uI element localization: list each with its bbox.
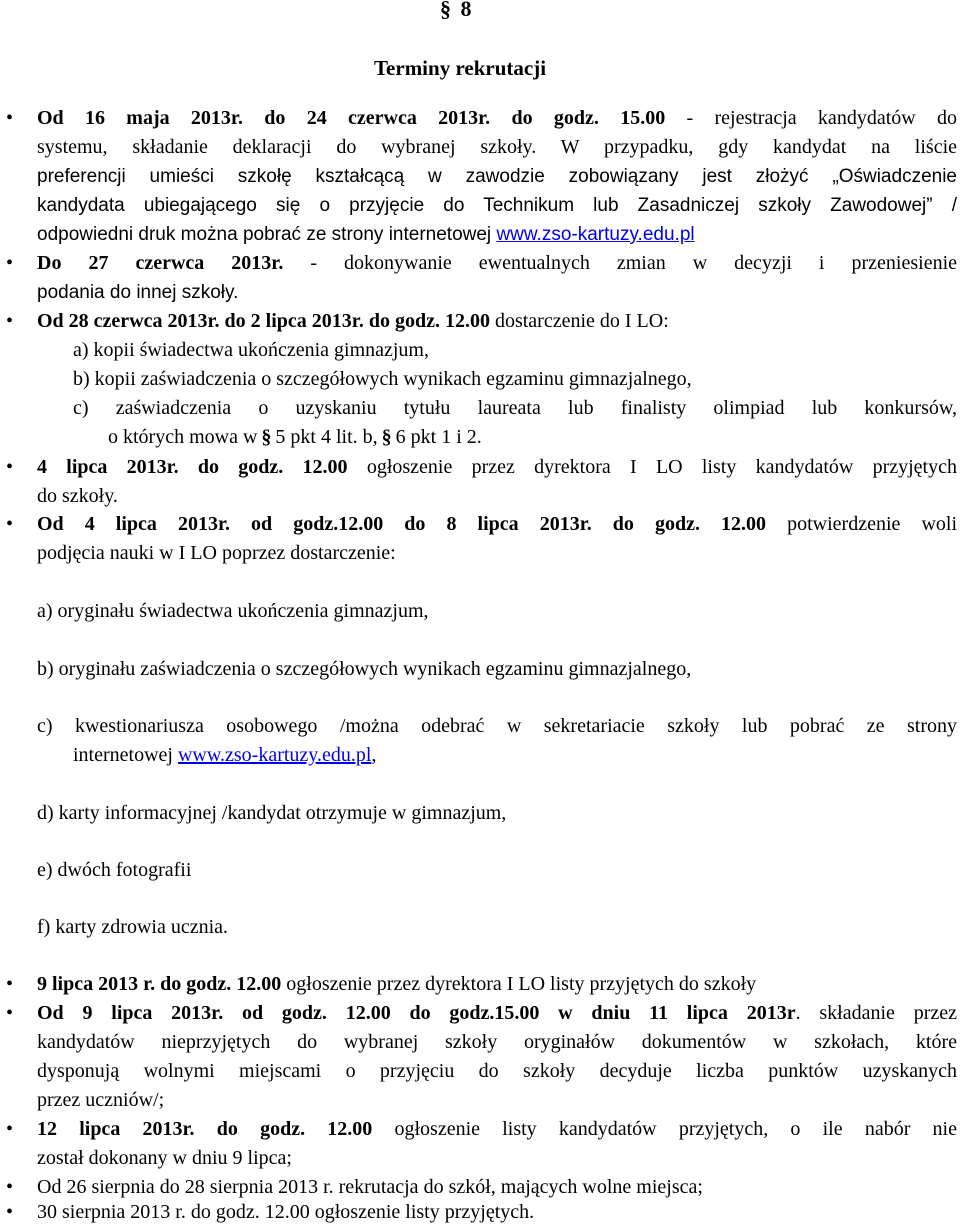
item-text: . składanie przez (795, 1002, 957, 1024)
item-text: internetowej (73, 744, 178, 766)
item-text: - dokonywanie ewentualnych zmian w decyzji i przeniesienie (283, 252, 957, 274)
item-text: o których mowa w (108, 426, 258, 448)
item-text: ogłoszenie listy kandydatów przyjętych, o ile nabór nie (372, 1118, 957, 1140)
list-item (37, 1115, 957, 1144)
item-text: 30 sierpnia 2013 r. do godz. 12.00 ogłoszenie listy przyjętych. (37, 1201, 535, 1223)
item-text: Od 26 sierpnia do 28 sierpnia 2013 r. rekrutacja do szkół, mających wolne miejsca; (37, 1176, 703, 1198)
website-link[interactable]: www.zso-kartuzy.edu.pl (177, 744, 372, 766)
list-item (37, 970, 957, 999)
item-text: dostarczenie do I LO: (489, 310, 669, 332)
item-text: systemu, składanie deklaracji do wybranej szkoły. W przypadku, gdy kandydat na liście (37, 136, 957, 158)
item-text: , (371, 744, 377, 766)
date-range: Od 9 lipca 2013r. od godz. 12.00 do godz.15.00 w dniu 11 lipca 2013r (37, 1002, 796, 1024)
item-text: kandydata ubiegającego się o przyjęcie do Technikum lub Zasadniczej szkoły Zawodowej” / (37, 195, 957, 216)
sub-item: c) kwestionariusza osobowego /można odebrać w sekretariacie szkoły lub pobrać ze strony (37, 715, 957, 737)
sub-item: b) oryginału zaświadczenia o szczegółowych wynikach egzaminu gimnazjalnego, (37, 658, 692, 680)
item-text (37, 220, 695, 249)
list-item (37, 510, 957, 539)
item-text: dysponują wolnymi miejscami o przyjęciu do szkoły decyduje liczba punktów uzyskanych (37, 1060, 957, 1082)
item-text: kandydatów nieprzyjętych do wybranej szkoły oryginałów dokumentów w szkołach, które (37, 1031, 957, 1053)
item-text: 5 pkt 4 lit. b, (275, 426, 378, 448)
item-text: - rejestracja kandydatów do (665, 107, 957, 129)
date-range: Od 4 lipca 2013r. od godz.12.00 do 8 lipca 2013r. do godz. 12.00 (37, 513, 767, 535)
date-range: Do 27 czerwca 2013r. (37, 252, 284, 274)
date-range: 4 lipca 2013r. do godz. 12.00 (37, 456, 348, 478)
date-range: Od 28 czerwca 2013r. do 2 lipca 2013r. do godz. 12.00 (37, 310, 490, 332)
website-link[interactable]: www.zso-kartuzy.edu.pl (496, 224, 695, 245)
sub-item: d) karty informacyjnej /kandydat otrzymuje w gimnazjum, (37, 802, 507, 824)
sub-item: e) dwóch fotografii (37, 859, 192, 881)
page-title: Terminy rekrutacji (373, 56, 547, 80)
item-text: preferencji umieści szkołę kształcącą w zawodzie zobowiązany jest złożyć „Oświadczenie (37, 166, 957, 187)
date-range: 12 lipca 2013r. do godz. 12.00 (37, 1118, 373, 1140)
item-text: podania do innej szkoły. (37, 282, 239, 303)
item-text: przez uczniów/; (37, 1089, 165, 1111)
section-symbol: § (381, 426, 392, 448)
item-text: ogłoszenie przez dyrektora I LO listy przyjętych do szkoły (281, 973, 757, 995)
date-range: 9 lipca 2013 r. do godz. 12.00 (37, 973, 282, 995)
item-text: odpowiedni druk można pobrać ze strony internetowej (37, 224, 497, 245)
list-item (37, 453, 957, 482)
date-range: Od 16 maja 2013r. do 24 czerwca 2013r. do godz. 15.00 (37, 107, 666, 129)
sub-item: f) karty zdrowia ucznia. (37, 916, 229, 938)
sub-item: a) oryginału świadectwa ukończenia gimnazjum, (37, 600, 429, 622)
list-item (37, 104, 957, 133)
item-text: ogłoszenie przez dyrektora I LO listy kandydatów przyjętych (347, 456, 957, 478)
list-item (37, 249, 957, 278)
item-text: podjęcia nauki w I LO poprzez dostarczenie: (37, 542, 396, 564)
item-text: do szkoły. (37, 485, 118, 507)
sub-item (108, 423, 482, 452)
sub-item (73, 741, 376, 770)
sub-item: a) kopii świadectwa ukończenia gimnazjum, (73, 339, 429, 361)
list-item (37, 1198, 957, 1227)
item-text: potwierdzenie woli (766, 513, 957, 535)
section-number: § 8 (440, 0, 474, 21)
section-symbol: § (261, 426, 272, 448)
sub-item: c) zaświadczenia o uzyskaniu tytułu laureata lub finalisty olimpiad lub konkursów, (73, 397, 957, 419)
list-item (37, 307, 957, 336)
sub-item: b) kopii zaświadczenia o szczegółowych wynikach egzaminu gimnazjalnego, (73, 368, 692, 390)
item-text: został dokonany w dniu 9 lipca; (37, 1147, 292, 1169)
list-item (37, 999, 957, 1028)
item-text: 6 pkt 1 i 2. (395, 426, 482, 448)
